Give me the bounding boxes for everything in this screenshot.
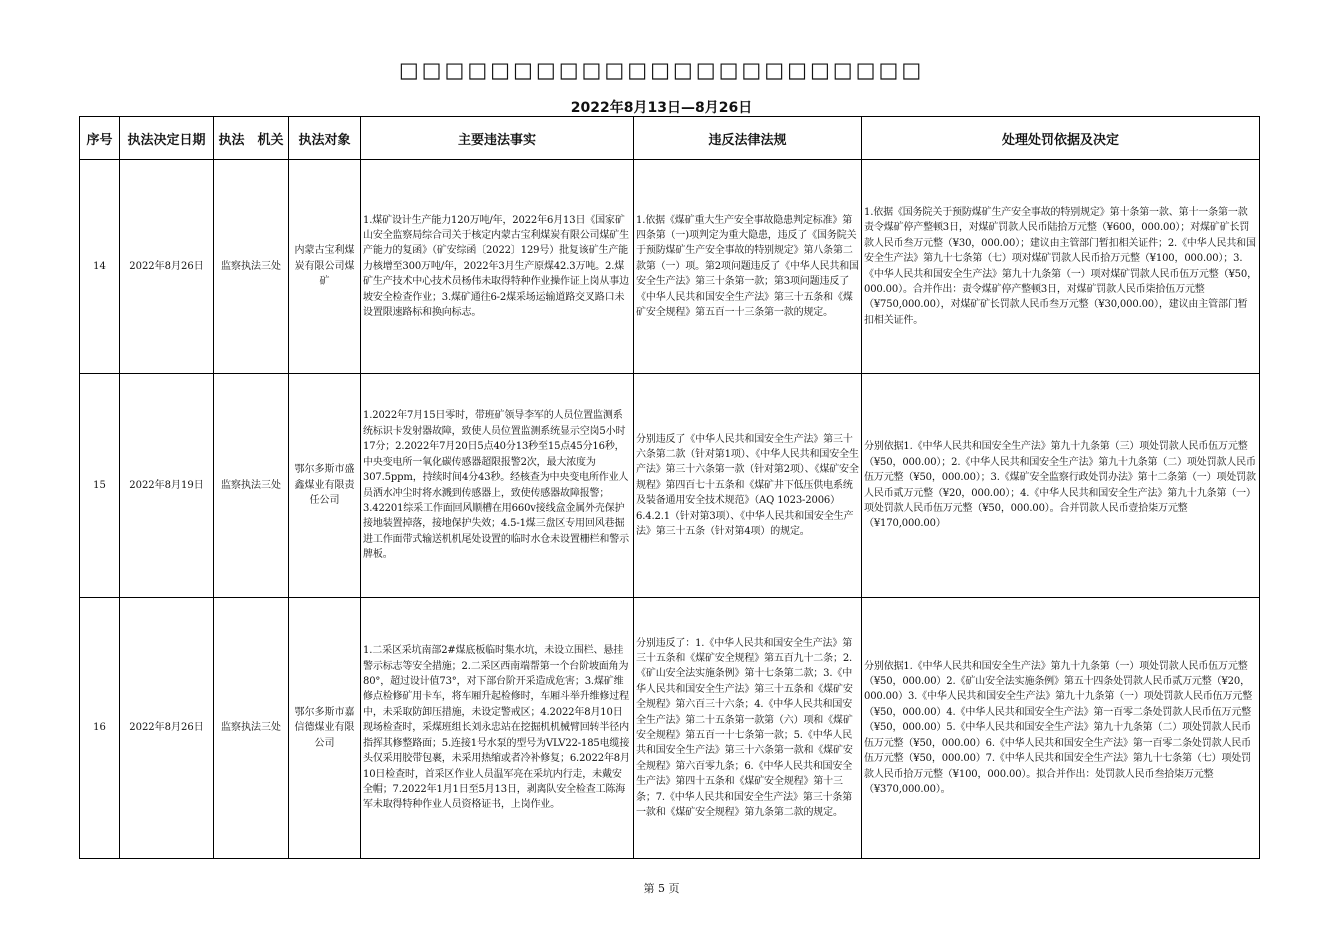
header-laws: 违反法律法规 [634,117,862,160]
header-target: 执法对象 [289,117,361,160]
document-title: □□□□□□□□□□□□□□□□□□□□□□□ [398,58,925,82]
row-no: 16 [80,598,120,859]
table-row [80,160,1260,374]
row-date: 2022年8月19日 [120,374,214,598]
date-range: 2022年8月13日—8月26日 [570,100,753,116]
row-target: 鄂尔多斯市盛鑫煤业有限责任公司 [289,374,361,598]
row-target: 内蒙古宝利煤炭有限公司煤矿 [289,160,361,374]
header-no: 序号 [80,117,120,160]
row-laws: 1.依据《煤矿重大生产安全事故隐患判定标准》第四条第（一)项判定为重大隐患，违反了《国务院关于预防煤矿生产安全事故的特别规定》第八条第二款第（一）项。第2项问题违反了《中华人民共和国安全生产法》第三十条第一款；第3项问题违反了《中华人民共和国安全生产法》第三十五条和《煤矿安全规程》第五百一十三条第一款的规定。 [634,160,862,374]
row-laws: 分别违反了：1.《中华人民共和国安全生产法》第三十五条和《煤矿安全规程》第五百九十二条；2.《矿山安全法实施条例》第十七条第二款；3.《中华人民共和国安全生产法》第三十五条和《煤矿安全规程》第六百三十六条；4.《中华人民共和国安全生产法》第二十五条第一款第（六）项和《煤矿安全规程》第五百一十七条第一款；5.《中华人民共和国安全生产法》第三十六条第一款和《煤矿安全规程》第六百零九条；6.《中华人民共和国安全生产法》第四十五条和《煤矿安全规程》第十三条；7.《中华人民共和国安全生产法》第三十条第一款和《煤矿安全规程》第九条第二款的规定。 [634,598,862,859]
row-facts: 1.煤矿设计生产能力120万吨/年，2022年6月13日《国家矿山安全监察局综合司关于核定内蒙古宝利煤炭有限公司煤矿生产能力的复函》（矿安综函〔2022〕129号）批复该矿生产能力核增至300万吨/年，2022年3月生产原煤42.3万吨。2.煤矿生产技术中心技术员杨伟未取得特种作业操作证上岗从事边坡安全检查作业；3.煤矿通往6-2煤采场运输道路交叉路口未设置限速路标和换向标志。 [361,160,634,374]
row-facts: 1.二采区采坑南部2#煤底板临时集水坑，未设立围栏、悬挂警示标志等安全措施；2.二采区西南端帮第一个台阶坡面角为80°，超过设计值73°，对下部台阶开采造成危害；3.煤矿维修点检修矿用卡车，将车厢升起检修时，车厢斗举升维修过程中，未采取防卸压措施，未设定警戒区；4.2022年8月10日现场检查时，采煤班组长刘永忠站在挖掘机机械臂回转半径内指挥其修整路面；5.连接1号水泵的型号为VLV22-185电缆接头仅采用胶带包裹，未采用热缩或者冷补修复；6.2022年8月10日检查时，首采区作业人员温军亮在采坑内行走，未戴安全帽；7.2022年1月1日至5月13日，剥离队安全检查工陈海军未取得特种作业人员资格证书，上岗作业。 [361,598,634,859]
row-agency: 监察执法三处 [214,598,289,859]
table-header-row [80,117,1260,160]
header-decision: 处理处罚依据及决定 [862,117,1260,160]
header-facts: 主要违法事实 [361,117,634,160]
row-date: 2022年8月26日 [120,160,214,374]
enforcement-table [79,116,1260,859]
row-decision: 分别依据1.《中华人民共和国安全生产法》第九十九条第（一）项处罚款人民币伍万元整（¥50，000.00）2.《矿山安全法实施条例》第五十四条处罚款人民币贰万元整（¥20，000.00）3.《中华人民共和国安全生产法》第九十九条第（一）项处罚款人民币伍万元整（¥50，000.00）4.《中华人民共和国安全生产法》第一百零二条处罚款人民币伍万元整（¥50，000.00）5.《中华人民共和国安全生产法》第九十九条第（二）项处罚款人民币伍万元整（¥50，000.00）6.《中华人民共和国安全生产法》第一百零二条处罚款人民币伍万元整（¥50，000.00）7.《中华人民共和国安全生产法》第九十七条第（七）项处罚款人民币拾万元整（¥100，000.00）。拟合并作出：处罚款人民币叁拾柒万元整（¥370,000.00）。 [862,598,1260,859]
page-number: 第 5 页 [643,882,680,895]
row-no: 15 [80,374,120,598]
header-date: 执法决定日期 [120,117,214,160]
row-agency: 监察执法三处 [214,160,289,374]
row-date: 2022年8月26日 [120,598,214,859]
row-facts: 1.2022年7月15日零时，带班矿领导李军的人员位置监测系统标识卡发射器故障，致使人员位置监测系统显示空岗5小时17分；2.2022年7月20日5点40分13秒至15点45分16秒，中央变电所一氧化碳传感器超限报警2次，最大浓度为307.5ppm，持续时间4分43秒。经核查为中央变电所作业人员洒水冲尘时将水溅到传感器上，致使传感器故障报警；3.42201综采工作面回风顺槽在用660v接线盒金属外壳保护接地装置掉落，接地保护失效；4.5-1煤三盘区专用回风巷掘进工作面带式输送机机尾处设置的临时水仓未设置栅栏和警示牌板。 [361,374,634,598]
row-no: 14 [80,160,120,374]
header-agency: 执法 机关 [214,117,289,160]
row-laws: 分别违反了《中华人民共和国安全生产法》第三十六条第二款（针对第1项）、《中华人民共和国安全生产法》第三十六条第一款（针对第2项）、《煤矿安全规程》第四百七十五条和《煤矿井下低压供电系统及装备通用安全技术规范》（AQ 1023-2006）6.4.2.1（针对第3项）、《中华人民共和国安全生产法》第三十五条（针对第4项）的规定。 [634,374,862,598]
table-row [80,598,1260,859]
row-decision: 1.依据《国务院关于预防煤矿生产安全事故的特别规定》第十条第一款、第十一条第一款责令煤矿停产整顿3日，对煤矿罚款人民币陆拾万元整（¥600，000.00）；对煤矿矿长罚款人民币叁万元整（¥30，000.00）；建议由主管部门暂扣相关证件；2.《中华人民共和国安全生产法》第九十七条第（七）项对煤矿罚款人民币拾万元整（¥100，000.00）；3.《中华人民共和国安全生产法》第九十九条第（一）项对煤矿罚款人民币伍万元整（¥50，000.00）。合并作出：责令煤矿停产整顿3日，对煤矿罚款人民币柒拾伍万元整（¥750,000.00），对煤矿矿长罚款人民币叁万元整（¥30,000.00），建议由主管部门暂扣相关证件。 [862,160,1260,374]
table-row [80,374,1260,598]
row-decision: 分别依据1.《中华人民共和国安全生产法》第九十九条第（三）项处罚款人民币伍万元整（¥50，000.00）；2.《中华人民共和国安全生产法》第九十九条第（二）项处罚款人民币伍万元整（¥50，000.00）；3.《煤矿安全监察行政处罚办法》第十二条第（一）项处罚款人民币贰万元整（¥20，000.00）；4.《中华人民共和国安全生产法》第九十九条第（一）项处罚款人民币伍万元整（¥50，000.00）。合并罚款人民币壹拾柒万元整（¥170,000.00） [862,374,1260,598]
row-target: 鄂尔多斯市嘉信德煤业有限公司 [289,598,361,859]
row-agency: 监察执法三处 [214,374,289,598]
